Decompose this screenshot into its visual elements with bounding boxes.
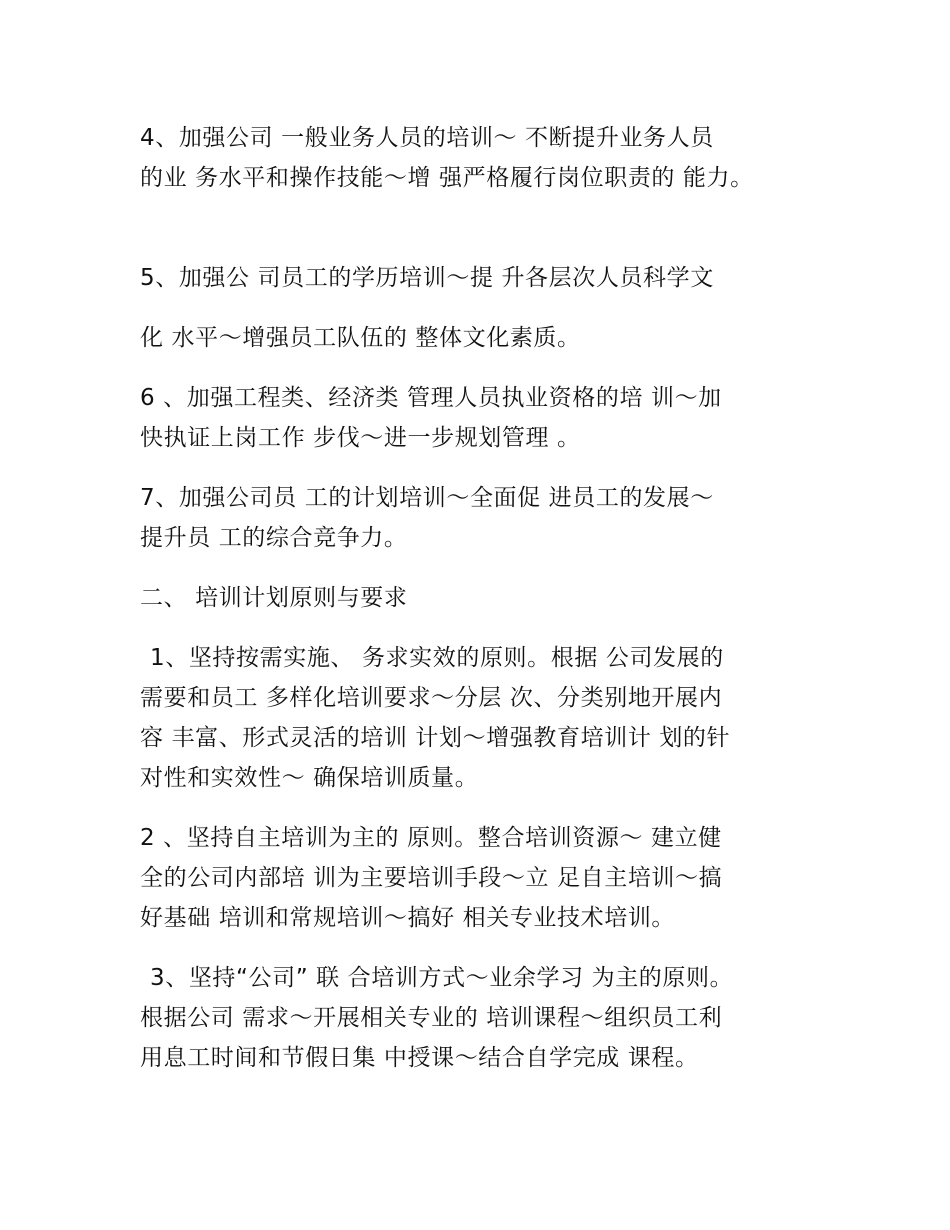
text-line-11: 需要和员工 多样化培训要求～分层 次、分类别地开展内 <box>140 685 723 711</box>
text-line-1: 4、加强公司 一般业务人员的培训～ 不断提升业务人员 <box>140 125 714 151</box>
section-heading: 二、 培训计划原则与要求 <box>140 585 408 611</box>
text-line-8: 提升员 工的综合竞争力。 <box>140 525 408 551</box>
text-line-16: 好基础 培训和常规培训～搞好 相关专业技术培训。 <box>140 905 676 931</box>
text-line-10: 1、坚持按需实施、 务求实效的原则。根据 公司发展的 <box>150 645 724 671</box>
text-line-5: 6 、加强工程类、经济类 管理人员执业资格的培 训～加 <box>140 385 722 411</box>
text-line-3: 5、加强公 司员工的学历培训～提 升各层次人员科学文 <box>140 265 714 291</box>
text-line-6: 快执证上岗工作 步伐～进一步规划管理 。 <box>140 425 581 451</box>
text-line-15: 全的公司内部培 训为主要培训手段～立 足自主培训～搞 <box>140 865 723 891</box>
text-line-18: 根据公司 需求～开展相关专业的 培训课程～组织员工利 <box>140 1005 723 1031</box>
text-line-19: 用息工时间和节假日集 中授课～结合自学完成 课程。 <box>140 1045 699 1071</box>
text-line-7: 7、加强公司员 工的计划培训～全面促 进员工的发展～ <box>140 485 714 511</box>
text-line-2: 的业 务水平和操作技能～增 强严格履行岗位职责的 能力。 <box>140 165 754 191</box>
text-line-12: 容 丰富、形式灵活的培训 计划～增强教育培训计 划的针 <box>140 725 731 751</box>
text-line-17: 3、坚持“公司” 联 合培训方式～业余学习 为主的原则。 <box>150 965 734 991</box>
text-line-13: 对性和实效性～ 确保培训质量。 <box>140 765 479 791</box>
text-line-14: 2 、坚持自主培训为主的 原则。整合培训资源～ 建立健 <box>140 825 722 851</box>
text-line-4: 化 水平～增强员工队伍的 整体文化素质。 <box>140 325 581 351</box>
